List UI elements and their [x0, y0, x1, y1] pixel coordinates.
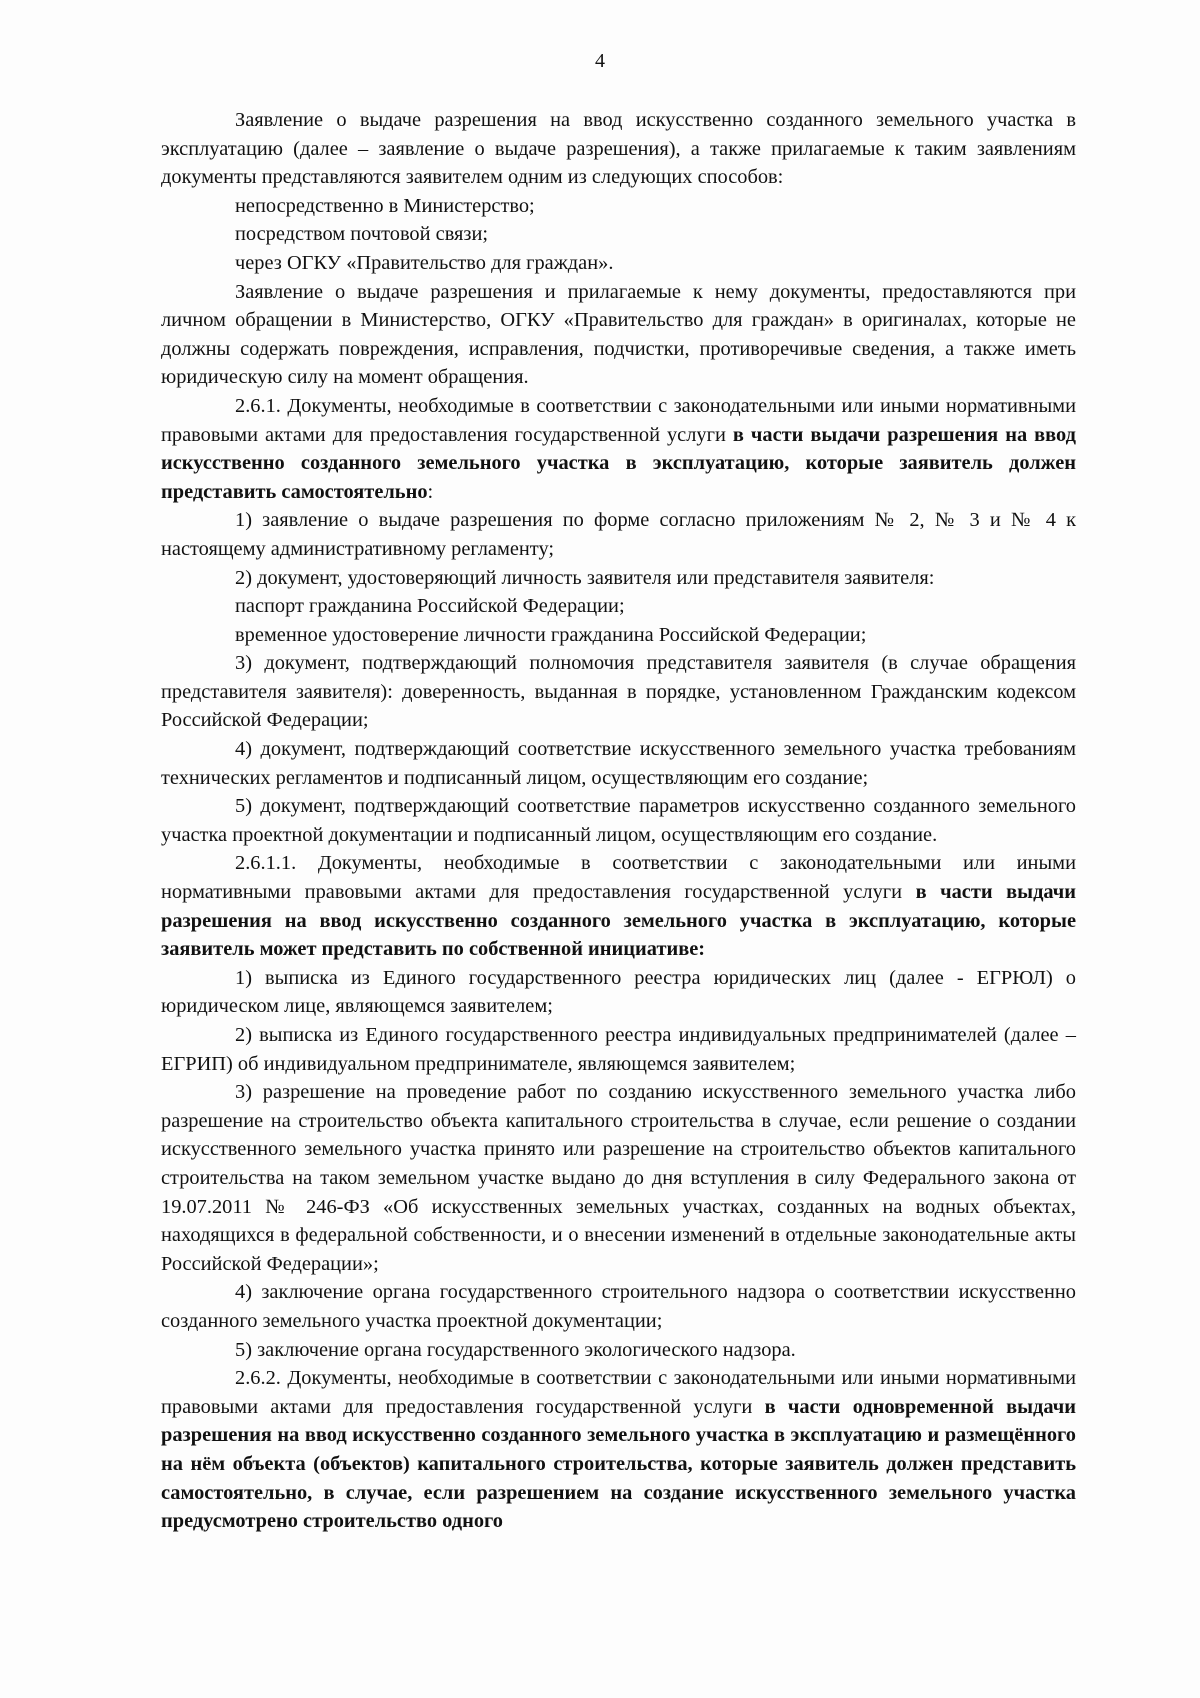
- text-run: :: [427, 480, 434, 503]
- text-run: 1) выписка из Единого государственного реестра юридических лиц (далее - ЕГРЮЛ) о юридическом лице, являющемся заявителем;: [161, 966, 1076, 1018]
- bold-text: в части выдачи разрешения на ввод искусственно созданного земельного участка в эксплуатацию, которые заявитель должен представить самостоятельно: [161, 423, 1076, 503]
- paragraph-p4: [161, 249, 1076, 278]
- paragraph-p9: [161, 592, 1076, 621]
- text-run: 4) документ, подтверждающий соответствие искусственного земельного участка требованиям технических регламентов и подписанный лицом, осуществляющим его создание;: [161, 738, 1076, 789]
- paragraph-p2: [161, 192, 1076, 221]
- paragraph-p17: [161, 1078, 1076, 1278]
- text-run: 5) документ, подтверждающий соответствие параметров искусственно созданного земельного участка проектной документации и подписанный лицом, осуществляющим его создание.: [161, 795, 1076, 846]
- text-run: 2.6.2. Документы, необходимые в соответствии с законодательными или иными нормативными правовыми актами для предоставления государственной услуги: [161, 1367, 1076, 1418]
- paragraph-p1: [161, 106, 1076, 192]
- text-run: 4) заключение органа государственного строительного надзора о соответствии искусственно созданного земельного участка проектной документации;: [161, 1281, 1076, 1332]
- text-run: 5) заключение органа государственного экологического надзора.: [235, 1338, 796, 1361]
- paragraph-p7: [161, 506, 1076, 563]
- text-run: паспорт гражданина Российской Федерации;: [235, 595, 625, 618]
- text-run: временное удостоверение личности гражданина Российской Федерации;: [235, 623, 867, 646]
- text-run: 2.6.1.1. Документы, необходимые в соответствии с законодательными или иными нормативными правовыми актами для предоставления государственной услуги: [161, 852, 1076, 904]
- paragraph-p3: [161, 220, 1076, 249]
- text-run: посредством почтовой связи;: [235, 223, 489, 246]
- paragraph-p18: [161, 1278, 1076, 1335]
- paragraph-p11: [161, 649, 1076, 735]
- paragraph-p16: [161, 1021, 1076, 1078]
- bold-text: в части выдачи разрешения на ввод искусственно созданного земельного участка в эксплуатацию, которые заявитель может представить по собственной инициативе:: [161, 881, 1077, 961]
- text-run: непосредственно в Министерство;: [235, 194, 535, 217]
- bold-text: в части одновременной выдачи разрешения на ввод искусственно созданного земельного участка в эксплуатацию и размещённого на нём объекта (объектов) капитального строительства, которые заявитель должен представить самостоятельно, в случае, если разрешением на создание искусственного земельного участка предусмотрено строительство одного: [161, 1395, 1076, 1533]
- paragraph-p6: [161, 392, 1076, 506]
- paragraph-p12: [161, 735, 1076, 792]
- page-number: 4: [595, 50, 605, 72]
- text-run: 2) документ, удостоверяющий личность заявителя или представителя заявителя:: [235, 566, 935, 589]
- paragraph-p20: [161, 1364, 1076, 1536]
- text-run: 2.6.1. Документы, необходимые в соответствии с законодательными или иными нормативными правовыми актами для предоставления государственной услуги: [161, 394, 1076, 446]
- text-run: Заявление о выдаче разрешения на ввод искусственно созданного земельного участка в эксплуатацию (далее – заявление о выдаче разрешения), а также прилагаемые к таким заявлениям документы представляются заявителем одним из следующих способов:: [161, 109, 1076, 189]
- document-body: [161, 106, 1076, 1536]
- text-run: 3) разрешение на проведение работ по созданию искусственного земельного участка либо разрешение на строительство объекта капитального строительства в случае, если решение о создании искусственного земельного участка принято или разрешение на строительство объектов капитального строительства на таком земельном участке выдано до дня вступления в силу Федерального закона от 19.07.2011 № 246-ФЗ «Об искусственных земельных участках, созданных на водных объектах, находящихся в федеральной собственности, и о внесении изменений в отдельные законодательные акты Российской Федерации»;: [161, 1081, 1076, 1275]
- text-run: 2) выписка из Единого государственного реестра индивидуальных предпринимателей (далее – ЕГРИП) об индивидуальном предпринимателе, являющемся заявителем;: [161, 1024, 1076, 1075]
- paragraph-p8: [161, 564, 1076, 593]
- paragraph-p13: [161, 792, 1076, 849]
- text-run: Заявление о выдаче разрешения и прилагаемые к нему документы, предоставляются при личном обращении в Министерство, ОГКУ «Правительство для граждан» в оригиналах, которые не должны содержать повреждения, исправления, подчистки, противоречивые сведения, а также иметь юридическую силу на момент обращения.: [161, 280, 1076, 389]
- text-run: 3) документ, подтверждающий полномочия представителя заявителя (в случае обращения представителя заявителя): доверенность, выданная в порядке, установленном Гражданским кодексом Российской Федерации;: [161, 652, 1076, 732]
- paragraph-p19: [161, 1336, 1076, 1365]
- text-run: 1) заявление о выдаче разрешения по форме согласно приложениям № 2, № 3 и № 4 к настоящему административному регламенту;: [161, 509, 1076, 560]
- paragraph-p14: [161, 849, 1076, 963]
- paragraph-p5: [161, 278, 1076, 392]
- text-run: через ОГКУ «Правительство для граждан».: [235, 251, 614, 274]
- paragraph-p10: [161, 621, 1076, 650]
- paragraph-p15: [161, 964, 1076, 1021]
